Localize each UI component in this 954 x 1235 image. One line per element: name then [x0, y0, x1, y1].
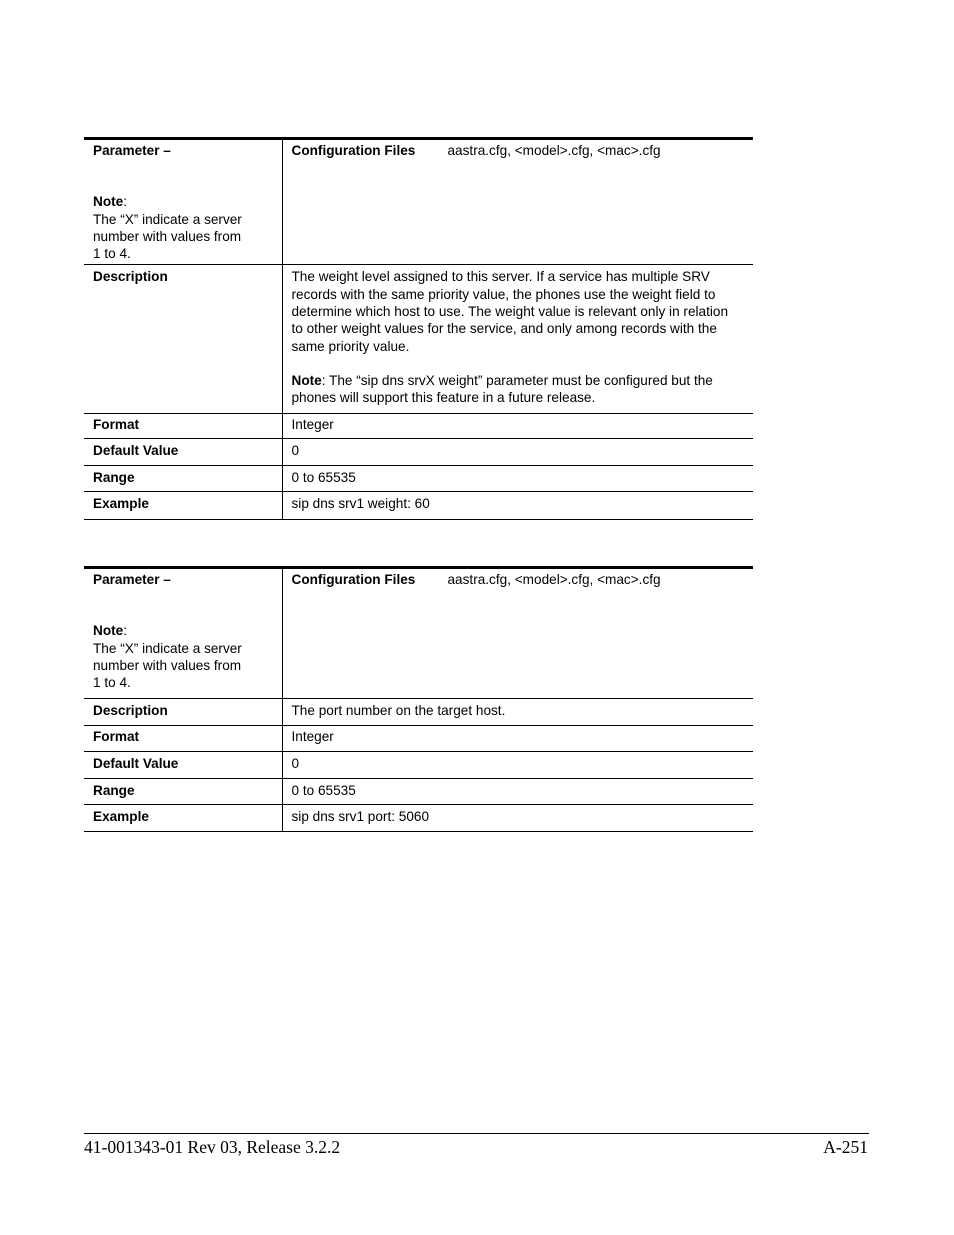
config-files-value: aastra.cfg, <model>.cfg, <mac>.cfg: [447, 143, 661, 158]
config-files-cell: [282, 139, 753, 265]
range-label: Range: [84, 778, 282, 804]
parameter-table-port: [84, 566, 753, 832]
example-row: [84, 492, 753, 519]
description-row: [84, 265, 753, 413]
config-files-value: aastra.cfg, <model>.cfg, <mac>.cfg: [447, 572, 661, 587]
example-row: [84, 805, 753, 832]
parameter-label: Parameter –: [93, 143, 171, 158]
description-row: [84, 699, 753, 726]
example-label: Example: [84, 492, 282, 519]
note-line: The “X” indicate a server: [93, 211, 242, 227]
config-files-label: Configuration Files: [291, 572, 416, 587]
description-line: determine which host to use. The weight value is relevant only in relation: [291, 304, 728, 320]
description-label: Description: [84, 699, 282, 726]
note-line: number with values from: [93, 657, 242, 673]
range-value: 0 to 65535: [282, 466, 753, 492]
description-line: same priority value.: [291, 338, 410, 354]
default-value: 0: [282, 751, 753, 778]
format-label: Format: [84, 726, 282, 751]
default-value: 0: [282, 438, 753, 465]
description-line: records with the same priority value, the phones use the weight field to: [291, 286, 716, 302]
config-files-label: Configuration Files: [291, 143, 416, 158]
note-label: Note: [93, 623, 124, 639]
footer-divider: [84, 1133, 869, 1134]
default-value-row: [84, 438, 753, 465]
config-files-cell: [282, 568, 753, 699]
description-note-label: Note: [291, 372, 322, 388]
note-line: 1 to 4.: [93, 675, 131, 691]
parameter-cell: Parameter – Note: The “X” indicate a server number with values from 1 to 4.: [84, 139, 282, 265]
note-line: 1 to 4.: [93, 246, 131, 262]
description-value: The port number on the target host.: [282, 699, 753, 726]
parameter-table-weight: [84, 137, 753, 520]
format-row: [84, 413, 753, 438]
note-label: Note: [93, 194, 124, 210]
example-label: Example: [84, 805, 282, 832]
range-value: 0 to 65535: [282, 778, 753, 804]
footer-doc-id: 41-001343-01 Rev 03, Release 3.2.2: [84, 1137, 341, 1157]
example-value: sip dns srv1 port: 5060: [282, 805, 753, 832]
example-value: sip dns srv1 weight: 60: [282, 492, 753, 519]
range-label: Range: [84, 466, 282, 492]
default-value-label: Default Value: [84, 438, 282, 465]
description-value: [282, 265, 753, 413]
range-row: [84, 466, 753, 492]
default-value-row: [84, 751, 753, 778]
parameter-cell: Parameter – Note: The “X” indicate a server number with values from 1 to 4.: [84, 568, 282, 699]
note-line: The “X” indicate a server: [93, 640, 242, 656]
parameter-row: [84, 568, 753, 699]
description-note-line: : The “sip dns srvX weight” parameter must be configured but the: [321, 372, 713, 388]
description-line: to other weight values for the service, and only among records with the: [291, 321, 717, 337]
description-label: Description: [84, 265, 282, 413]
default-value-label: Default Value: [84, 751, 282, 778]
format-label: Format: [84, 413, 282, 438]
parameter-row: [84, 139, 753, 265]
description-line: The weight level assigned to this server. If a service has multiple SRV: [291, 269, 710, 285]
range-row: [84, 778, 753, 804]
note-line: number with values from: [93, 228, 242, 244]
description-note-line: phones will support this feature in a future release.: [291, 390, 596, 406]
format-value: Integer: [282, 413, 753, 438]
format-value: Integer: [282, 726, 753, 751]
parameter-label: Parameter –: [93, 572, 171, 587]
footer-page-number: A-251: [823, 1137, 868, 1157]
format-row: [84, 726, 753, 751]
